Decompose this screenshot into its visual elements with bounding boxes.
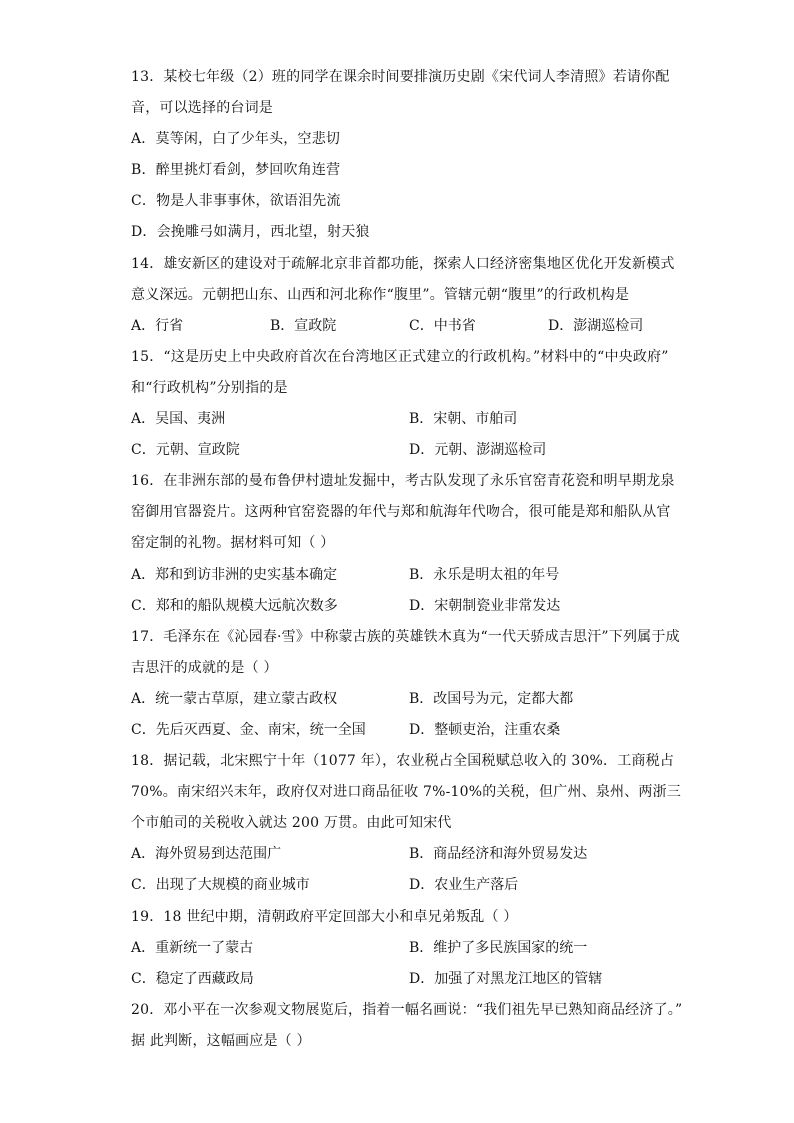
question-16-stem-line-2: 窑御用官器瓷片。这两种官窑瓷器的年代与郑和航海年代吻合，很可能是郑和船队从官 <box>131 504 671 521</box>
question-18-stem-line-1: 18．据记载，北宋熙宁十年（1077 年），农业税占全国税赋总收入的 30%．工商税占 <box>131 753 675 770</box>
question-19-options-row-1 <box>131 933 671 964</box>
question-19 <box>131 902 671 995</box>
question-18-option-d: D．农业生产落后 <box>409 877 519 894</box>
question-17-stem-line-2: 吉思汗的成就的是（ ） <box>131 659 278 676</box>
question-14-option-c: C．中书省 <box>409 317 476 334</box>
question-20-stem-line-2: 据 此判断，这幅画应是（ ） <box>131 1032 311 1049</box>
question-18-stem-line-3: 个市舶司的关税收入就达 200 万贯。由此可知宋代 <box>131 815 452 832</box>
question-18-stem-line-2: 70%。南宋绍兴末年，政府仅对进口商品征收 7%-10%的关税，但广州、泉州、两浙三 <box>131 784 682 801</box>
question-20-stem-line-1: 20．邓小平在一次参观文物展览后，指着一幅名画说：“我们祖先早已熟知商品经济了。” <box>131 1001 683 1018</box>
question-16-stem-line-1: 16．在非洲东部的曼布鲁伊村遗址发掘中，考古队发现了永乐官窑青花瓷和明早期龙泉 <box>131 473 675 490</box>
question-18-option-b: B．商品经济和海外贸易发达 <box>409 846 588 863</box>
question-13 <box>131 62 671 249</box>
question-16-stem-line-3: 窑定制的礼物。据材料可知（ ） <box>131 535 335 552</box>
question-16-option-d: D．宋朝制瓷业非常发达 <box>409 597 561 614</box>
question-13-option-a: A．莫等闲，白了少年头，空悲切 <box>131 131 341 148</box>
question-15-option-a: A．吴国、夷洲 <box>131 411 226 428</box>
question-13-option-d: D．会挽雕弓如满月，西北望，射天狼 <box>131 224 370 241</box>
question-15-option-c: C．元朝、宣政院 <box>131 442 240 459</box>
question-15-stem-line-2: 和“行政机构”分别指的是 <box>131 379 288 396</box>
question-16-option-a: A．郑和到访非洲的史实基本确定 <box>131 566 338 583</box>
question-18-options-row-2 <box>131 870 671 901</box>
question-14-stem-line-1: 14．雄安新区的建设对于疏解北京非首都功能，探索人口经济密集地区优化开发新模式 <box>131 255 675 272</box>
question-17-options-row-1 <box>131 684 671 715</box>
question-19-options-row-2 <box>131 964 671 995</box>
question-14-option-b: B．宣政院 <box>270 317 337 334</box>
question-17-option-d: D．整顿吏治，注重农桑 <box>409 721 561 738</box>
question-14-stem-line-2: 意义深远。元朝把山东、山西和河北称作“腹里”。管辖元朝“腹里”的行政机构是 <box>131 286 630 303</box>
question-15-option-d: D．元朝、澎湖巡检司 <box>409 442 547 459</box>
question-16-options-row-1 <box>131 560 671 591</box>
question-14-option-a: A．行省 <box>131 317 184 334</box>
question-16 <box>131 466 675 621</box>
question-15-stem-line-1: 15．“这是历史上中央政府首次在台湾地区正式建立的行政机构。”材料中的“中央政府” <box>131 348 669 365</box>
question-15 <box>131 342 671 466</box>
question-15-options-row-1 <box>131 404 671 435</box>
question-14-option-d: D．澎湖巡检司 <box>548 317 644 334</box>
question-19-option-d: D．加强了对黑龙江地区的管辖 <box>409 970 603 987</box>
question-18 <box>131 746 682 901</box>
question-14 <box>131 249 675 342</box>
question-17-option-c: C．先后灭西夏、金、南宋，统一全国 <box>131 721 366 738</box>
question-18-option-c: C．出现了大规模的商业城市 <box>131 877 310 894</box>
question-19-option-c: C．稳定了西藏政局 <box>131 970 254 987</box>
question-16-options-row-2 <box>131 591 671 622</box>
question-16-option-b: B．永乐是明太祖的年号 <box>409 566 560 583</box>
question-15-options-row-2 <box>131 435 671 466</box>
exam-page <box>131 62 683 1057</box>
question-13-stem-line-1: 13．某校七年级（2）班的同学在课余时间要排演历史剧《宋代词人李清照》若请你配 <box>131 69 670 85</box>
question-18-option-a: A．海外贸易到达范围广 <box>131 846 282 863</box>
question-17-stem-line-1: 17．毛泽东在《沁园春·雪》中称蒙古族的英雄铁木真为“一代天骄成吉思汗”下列属于成 <box>131 628 680 645</box>
question-13-stem-line-2: 音，可以选择的台词是 <box>131 100 273 117</box>
question-19-stem-line-1: 19．18 世纪中期，清朝政府平定回部大小和卓兄弟叛乱（ ） <box>131 908 518 925</box>
question-19-option-a: A．重新统一了蒙古 <box>131 939 254 956</box>
question-17 <box>131 622 680 746</box>
question-14-options <box>131 311 671 342</box>
question-13-option-c: C．物是人非事事休，欲语泪先流 <box>131 193 341 210</box>
question-17-options-row-2 <box>131 715 671 746</box>
question-15-option-b: B．宋朝、市舶司 <box>409 411 518 428</box>
question-18-options-row-1 <box>131 839 671 870</box>
question-17-option-a: A．统一蒙古草原，建立蒙古政权 <box>131 690 338 707</box>
question-19-option-b: B．维护了多民族国家的统一 <box>409 939 588 956</box>
question-13-option-b: B．醉里挑灯看剑，梦回吹角连营 <box>131 162 341 179</box>
question-17-option-b: B．改国号为元，定都大都 <box>409 690 574 707</box>
question-20 <box>131 995 683 1057</box>
question-16-option-c: C．郑和的船队规模大远航次数多 <box>131 597 338 614</box>
